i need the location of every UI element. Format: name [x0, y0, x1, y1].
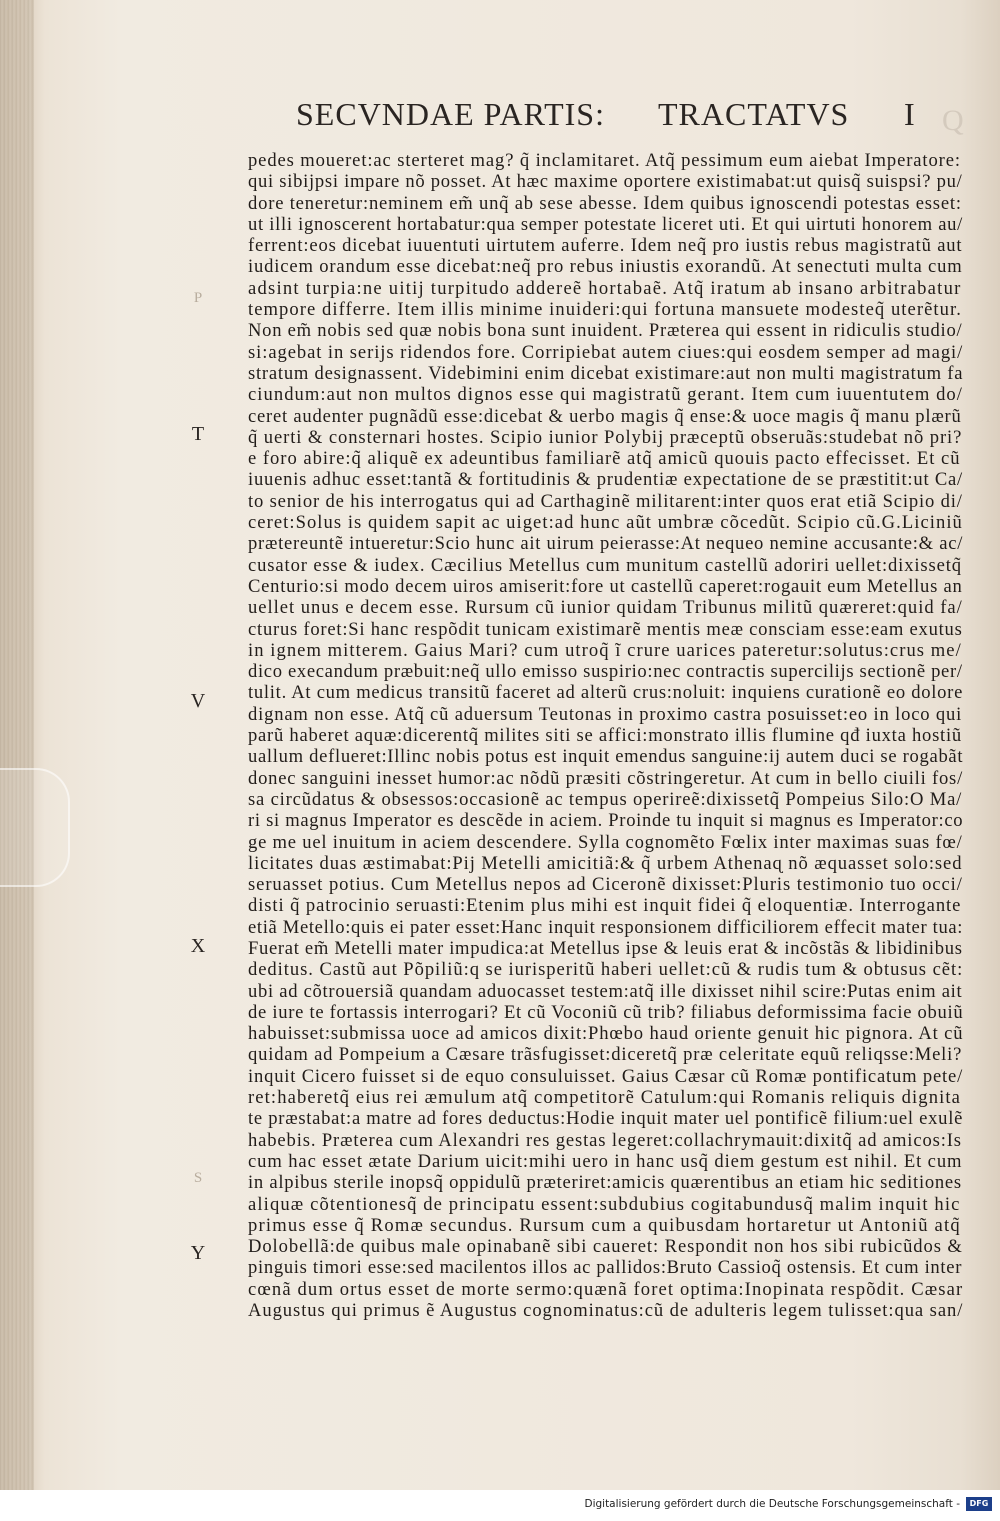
text-line: cœnã dum ortus esset de morte sermo:quænã foret optima:Inopinata respõdit. Cæsar — [248, 1278, 963, 1300]
text-line: dico execandum præbuit:neq̃ ullo emisso suspirio:nec contractis supercilijs sectionẽ per/ — [248, 661, 963, 683]
text-line: disti q̃ patrocinio seruasti:Etenim plus mihi est inquit fidei q̃ eloquentiæ. Interrogante — [248, 895, 962, 917]
text-line: adsint turpia:ne uitij turpitudo addereẽ hortabaẽ. Atq̃ iratum ab insano arbitrabatur — [248, 277, 962, 299]
text-line: e foro abire:q̃ aliquẽ ex adeuntibus familiarẽ atq̃ amicũ quouis pacto effecisset. Et cũ — [248, 448, 961, 470]
footer-bar — [0, 1490, 1000, 1521]
text-line: ri si magnus Imperator es descẽde in aciem. Proinde tu inquit si magnus es Imperator:co — [248, 810, 963, 832]
margin-letter-faint-2: S — [193, 1170, 203, 1186]
dfg-logo: DFG — [966, 1497, 992, 1511]
text-line: pinguis timori esse:sed macilentos illos ac pallidos:Bruto Cassioq̃ ostensis. Et cum inter — [248, 1257, 963, 1279]
text-line: Dolobellã:de quibus male opinabanẽ sibi caueret: Respondit non hos sibi rubicũdos & — [248, 1236, 963, 1258]
text-line: iudicem orandum esse dicebat:neq̃ pro rebus iniustis exorandũ. At senectuti multa cum — [248, 256, 963, 278]
text-line: etiã Metello:quis ei pater esset:Hanc inquit responsionem difficiliorem effecit mater tua: — [248, 916, 963, 938]
text-line: deditus. Castũ aut Põpiliũ:q se iurisperitũ haberi uellet:cũ & rudis tum & obtusus cẽt: — [248, 959, 963, 981]
text-line: quidam ad Pompeium a Cæsare trãsfugisset:diceretq̃ præ celeritate equũ reliqsse:Meli? — [248, 1044, 963, 1066]
text-line: si:agebat in serijs ridendos fore. Corripiebat autem ciues:qui eosdem semper ad magi/ — [248, 341, 963, 363]
text-line: cum hac esset ætate Darium uicit:mihi uero in hanc usq̃ diem gestum est nihil. Et cum — [248, 1150, 963, 1172]
text-line: Centurio:si modo decem uiros amiserit:fore ut castellũ caperet:rogauit eum Metellus an — [248, 575, 963, 597]
text-line: prætereuntẽ intueretur:Scio hunc ait uirum peierasse:At nequeo nemine accusante:& ac/ — [248, 533, 963, 555]
page-gutter — [0, 0, 34, 1490]
text-line: ceret:Solus is quidem sapit ac uiget:ad hunc aũt umbræ cõcedũt. Scipio cũ.G.Liciniũ — [248, 512, 963, 534]
text-line: de iure te fortassis interrogari? Et cũ Voconiũ cũ trib? filiabus deformissima facie obuiũ — [248, 1001, 963, 1023]
text-line: parũ haberet aquæ:dicerentq̃ milites siti se affici:monstrato illis flumine qđ iuxta hostiũ — [248, 725, 962, 747]
text-line: ciundum:aut non multos dignos esse qui magistratũ gerant. Item cum iuuentutem do/ — [248, 384, 963, 406]
text-line: tempore differre. Item illis minime inuideri:qui fortuna mansuete modesteq̃ uterẽtur. — [248, 299, 962, 321]
margin-letter-t: T — [191, 423, 205, 445]
margin-letter-x: X — [190, 935, 206, 957]
text-line: Non em̃ nobis sed quæ nobis bona sunt inuident. Præterea qui essent in ridiculis studio/ — [248, 320, 963, 342]
text-line: q̃ uerti & consternari hostes. Scipio iunior Polybij præceptũ obseruãs:studebat nõ pri? — [248, 426, 963, 448]
text-line: donec sanguini inesset humor:ac nõdũ præsiti cõstringeretur. At cum in bello ciuili fos/ — [248, 767, 963, 789]
running-header — [296, 96, 936, 136]
show-through-text: Q — [942, 104, 964, 137]
text-line: in alpibus sterile inopsq̃ oppidulũ præteriret:amicis quærentibus an etiam hic seditiones — [248, 1172, 962, 1194]
text-line: Fuerat em̃ Metelli mater impudica:at Metellus ipse & leuis erat & incõstãs & libidinibus — [248, 937, 963, 959]
header-right: TRACTATVS — [658, 96, 850, 132]
text-line: ge me uel inuitum in aciem descendere. Sylla cognomẽto Fœlix inter maximas suas fœ/ — [248, 831, 963, 853]
body-text-block — [248, 150, 963, 1321]
text-line: ferrent:eos dicebat iuuentuti uirtutem auferre. Idem neq̃ pro iustis rebus magistratũ aut — [248, 235, 963, 257]
text-line: inquit Cicero fuisset si de equo consuluisset. Gaius Cæsar cũ Romæ pontificatum pete/ — [248, 1065, 963, 1087]
footer-credit: Digitalisierung gefördert durch die Deutsche Forschungsgemeinschaft - — [584, 1498, 960, 1510]
text-line: cusator esse & iudex. Cæcilius Metellus cum munitum castellũ adoriri uellet:dixissetq̃ — [248, 554, 962, 576]
margin-letter-y: Y — [190, 1242, 206, 1264]
text-line: to senior de his interrogatus qui ad Carthaginẽ militarent:inter quos erat etiã Scipio di/ — [248, 490, 963, 512]
header-left: SECVNDAE PARTIS: — [296, 96, 605, 132]
header-number: I — [904, 96, 916, 132]
text-line: cturus foret:Si hanc respõdit tunicam existimarẽ mentis meæ consciam esse:eam exutus — [248, 618, 963, 640]
margin-letter-v: V — [190, 690, 206, 712]
margin-letter-faint-1: P — [193, 290, 203, 306]
text-line: habuisset:submissa uoce ad amicos dixit:Phœbo haud oriente genuit hic pignora. At cũ — [248, 1023, 963, 1045]
text-line: aliquæ cõtentionesq̃ de principatu essent:subdubius cogitabundusq̃ malim inquit hic — [248, 1193, 961, 1215]
text-line: qui sibijpsi impare nõ posset. At hæc maxime oportere existimabat:ut quisq̃ suispsi? pu/ — [248, 171, 963, 193]
text-line: ut illi ignoscerent hortabatur:qua semper potestate liceret uti. Et qui uirtuti honorem au/ — [248, 213, 963, 235]
text-line: licitates duas æstimabat:Pij Metelli amicitiã:& q̃ urbem Athenaɋ nõ æquasset solo:sed — [248, 852, 963, 874]
text-line: Augustus qui primus ẽ Augustus cognominatus:cũ de adulteris legem tulisset:qua san/ — [248, 1300, 963, 1322]
text-line: ret:haberetq̃ eius rei æmulum atq̃ competitorẽ Catulum:qui Romanis reliquis dignita — [248, 1087, 962, 1109]
text-line: in ignem mitterem. Gaius Mari? cum utroq̃ ĩ crure uarices pateretur:solutus:crus me/ — [248, 639, 962, 661]
text-line: dignam non esse. Atq̃ cũ aduersum Teutonas in proximo castra posuisset:eo in loco qui — [248, 703, 963, 725]
text-line: primus esse q̃ Romæ secundus. Rursum cum a quibusdam hortaretur ut Antoniũ atq̃ — [248, 1214, 961, 1236]
text-line: sa circũdatus & obsessos:occasionẽ ac tempus operireẽ:dixissetq̃ Pompeius Silo:O Ma/ — [248, 788, 963, 810]
text-line: dore teneretur:neminem em̃ unq̃ ab sese abesse. Idem quibus ignoscendi potestas esset: — [248, 192, 962, 214]
text-line: ubi ad cõtrouersiã quandam aduocasset testem:atq̃ ille dixisset nihil scire:Putas enim ait — [248, 980, 963, 1002]
text-line: iuuenis adhuc esset:tantã & fortitudinis & prudentiæ expectatione de se præstitit:ut Ca/ — [248, 469, 963, 491]
text-line: pedes moueret:ac sterteret mag? q̃ inclamitaret. Atq̃ pessimum eum aiebat Imperatore: — [248, 150, 961, 171]
text-line: habebis. Præterea cum Alexandri res gestas legeret:collachrymauit:dixitq̃ ad amicos:Is — [248, 1129, 962, 1151]
text-line: stratum designassent. Videbimini enim dicebat existimare:aut non multi magistratum fa — [248, 362, 963, 384]
text-line: seruasset potius. Cum Metellus nepos ad Ciceronẽ dixisset:Pluris testimonio tuo occi/ — [248, 874, 963, 896]
page-clip-shadow — [0, 768, 70, 887]
text-line: uellet unus e decem esse. Rursum cũ iunior quidam Tribunus militũ quæreret:quid fa/ — [248, 597, 963, 619]
text-line: ceret audenter pugnãdũ esse:dicebat & uerbo magis q̃ ense:& uoce magis q̃ manu plærũ — [248, 405, 962, 427]
text-line: uallum deflueret:Illinc nobis potus est inquit emendus sanguine:ij autem duci se rogabãt — [248, 746, 963, 768]
text-line: te præstabat:a matre ad fores deductus:Hodie inquit mater uel pontificẽ filium:uel exulẽ — [248, 1108, 963, 1130]
text-line: tulit. At cum medicus transitũ faceret ad alterũ crus:noluit: inquiens curationẽ eo dolore — [248, 682, 963, 704]
